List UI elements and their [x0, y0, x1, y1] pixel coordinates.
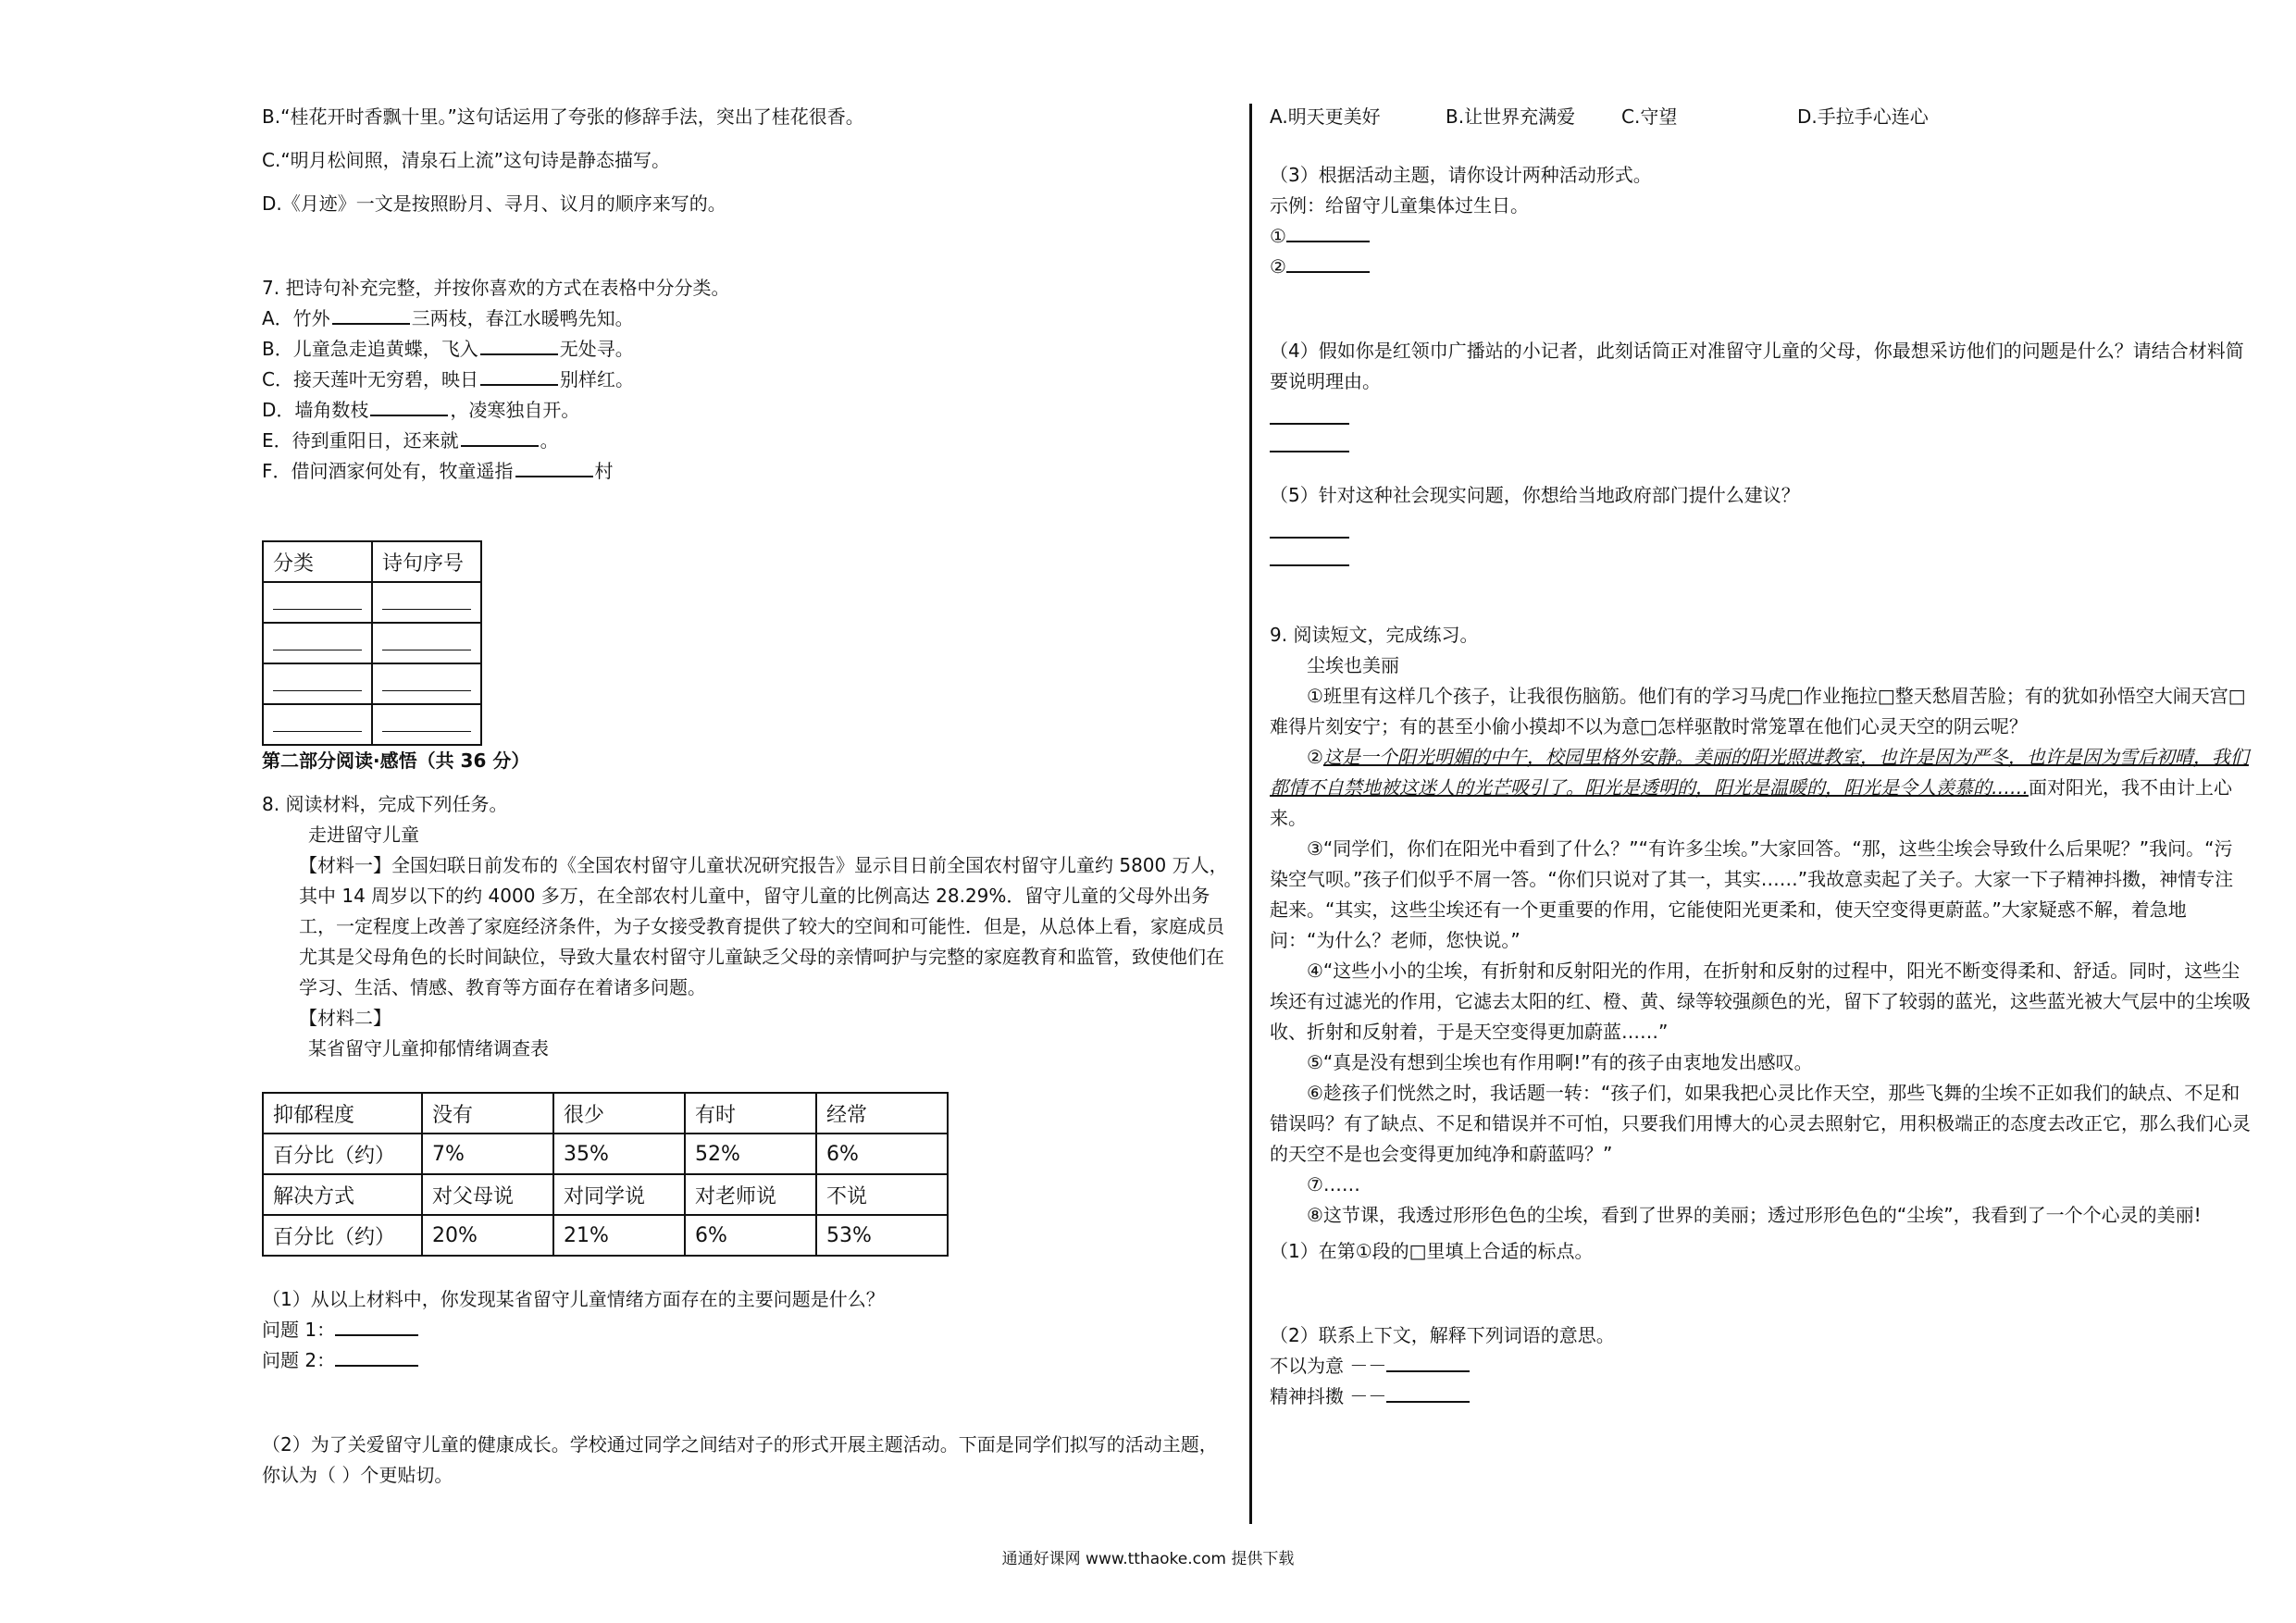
survey-cell: 很少 — [553, 1093, 685, 1134]
survey-cell: 有时 — [685, 1093, 816, 1134]
q7-item — [262, 334, 1229, 365]
q7-item — [262, 304, 1229, 334]
survey-cell: 53% — [816, 1215, 948, 1256]
q9-paragraph1: ①班里有这样几个孩子，让我很伤脑筋。他们有的学习马虎□作业拖拉□整天愁眉苦脸；有的犹如孙悟空大闹天宫□难得片刻安宁；有的甚至小偷小摸却不以为意□怎样驱散时常笼罩在他们心灵天空的阴云呢？ — [1270, 685, 2246, 737]
q8-4-question: （4）假如你是红领巾广播站的小记者，此刻话筒正对准留守儿童的父母，你最想采访他们的问题是什么？请结合材料简要说明理由。 — [1270, 340, 2244, 392]
material1-text: 全国妇联日前发布的《全国农村留守儿童状况研究报告》显示目日前全国农村留守儿童约 5800 万人，其中 14 周岁以下的约 4000 多万，在全部农村儿童中，留守儿童的比例高达 28.29%．留守儿童的父母外出务工，一定程度上改善了家庭经济条件，为子女接受教育提供了较大的空间和可能性．但是，从总体上看，家庭成员尤其是父母角色的长时间缺位，导致大量农村留守儿童缺乏父母的亲情呵护与完整的家庭教育和监管，致使他们在学习、生活、情感、教育等方面存在着诸多问题。 — [299, 854, 1228, 998]
survey-cell: 52% — [685, 1134, 816, 1174]
q9-stem: 9. 阅读短文，完成练习。 — [1270, 624, 1479, 646]
p2-underlined: 这是一个阳光明媚的中午，校园里格外安静。美丽的阳光照进教室，也许是因为严冬，也许是因为雪后初晴，我们都情不自禁地被这迷人的光芒吸引了。阳光是透明的，阳光是温暖的，阳光是令人羡慕的…… — [1270, 746, 2249, 799]
q7-item-text: ，凌寒独自开。 — [450, 399, 580, 421]
q7-items — [262, 304, 1229, 487]
q7-item-text: C．接天莲叶无穷碧，映日 — [262, 368, 478, 390]
option-d[interactable]: D.手拉手心连心 — [1797, 105, 1929, 128]
q8-3-item1 — [1270, 221, 2251, 252]
q7-table-cell[interactable] — [263, 582, 372, 623]
q8-3-item2 — [1270, 252, 2251, 282]
q9-1-question: （1）在第①段的□里填上合适的标点。 — [1270, 1240, 1594, 1262]
word2: 精神抖擞 －－ — [1270, 1385, 1387, 1407]
survey-row — [263, 1174, 948, 1215]
answer-line[interactable] — [1270, 397, 1349, 425]
survey-row — [263, 1134, 948, 1174]
survey-cell: 百分比（约） — [263, 1215, 422, 1256]
survey-cell: 抑郁程度 — [263, 1093, 422, 1134]
q7-table-cell[interactable] — [372, 663, 481, 704]
q7-item-text: A．竹外 — [262, 307, 330, 329]
survey-title: 某省留守儿童抑郁情绪调查表 — [308, 1037, 549, 1059]
survey-cell: 解决方式 — [263, 1174, 422, 1215]
survey-cell: 35% — [553, 1134, 685, 1174]
answer-blank[interactable] — [1286, 222, 1370, 242]
q7-item — [262, 426, 1229, 456]
q7-item-text: 别样红。 — [559, 368, 634, 390]
problem2-label: 问题 2： — [262, 1349, 336, 1371]
survey-cell: 不说 — [816, 1174, 948, 1215]
answer-line[interactable] — [1270, 511, 1349, 539]
q6-option-d: D.《月迹》一文是按照盼月、寻月、议月的顺序来写的。 — [262, 192, 726, 215]
q6-option-b: B.“桂花开时香飘十里。”这句话运用了夸张的修辞手法，突出了桂花很香。 — [262, 105, 864, 128]
section2-title: 第二部分阅读·感悟（共 36 分） — [262, 750, 530, 772]
option-b[interactable]: B.让世界充满爱 — [1446, 105, 1576, 128]
q7-table-cell[interactable] — [372, 623, 481, 663]
q8-stem: 8. 阅读材料，完成下列任务。 — [262, 793, 508, 815]
survey-cell: 经常 — [816, 1093, 948, 1134]
q9-paragraph6: ⑥趁孩子们恍然之时，我话题一转：“孩子们，如果我把心灵比作天空，那些飞舞的尘埃不正如我们的缺点、不足和错误吗？有了缺点、不足和错误并不可怕，只要我们用博大的心灵去照射它，用积极端正的态度去改正它，那么我们心灵的天空不是也会变得更加纯净和蔚蓝吗？” — [1270, 1082, 2251, 1165]
q7-table-header: 分类 — [263, 541, 372, 582]
option-a[interactable]: A.明天更美好 — [1270, 105, 1381, 128]
survey-cell: 对父母说 — [422, 1174, 553, 1215]
left-column — [262, 102, 1229, 1491]
answer-blank[interactable] — [1386, 1352, 1470, 1372]
survey-cell: 没有 — [422, 1093, 553, 1134]
q7-blank[interactable] — [480, 335, 558, 355]
q7-table-header: 诗句序号 — [372, 541, 481, 582]
q7-blank[interactable] — [461, 427, 539, 447]
survey-cell: 对老师说 — [685, 1174, 816, 1215]
survey-cell: 7% — [422, 1134, 553, 1174]
q9-paragraph4: ④“这些小小的尘埃，有折射和反射阳光的作用，在折射和反射的过程中，阳光不断变得柔和、舒适。同时，这些尘埃还有过滤光的作用，它滤去太阳的红、橙、黄、绿等较强颜色的光，留下了较弱的蓝光，这些蓝光被大气层中的尘埃吸收、折射和反射着，于是天空变得更加蔚蓝……” — [1270, 960, 2251, 1043]
q7-stem: 7. 把诗句补充完整，并按你喜欢的方式在表格中分分类。 — [262, 277, 730, 299]
q9-paragraph5: ⑤“真是没有想到尘埃也有作用啊!”有的孩子由衷地发出感叹。 — [1307, 1051, 1813, 1073]
q8-3-question: （3）根据活动主题，请你设计两种活动形式。 — [1270, 164, 1652, 186]
survey-cell: 6% — [816, 1134, 948, 1174]
answer-line[interactable] — [1270, 425, 1349, 452]
column-divider — [1249, 104, 1252, 1524]
q9-paragraph2 — [1270, 742, 2251, 834]
q8-material1 — [262, 850, 1229, 1003]
q8-2-options — [1270, 102, 2251, 132]
p2-rest: 面对阳光，我不由计上心来。 — [1270, 776, 2232, 829]
q8-3-example: 示例：给留守儿童集体过生日。 — [1270, 194, 1529, 217]
q7-blank[interactable] — [332, 304, 410, 325]
material2-label: 【材料二】 — [299, 1007, 391, 1029]
q7-table-cell[interactable] — [263, 663, 372, 704]
q9-2-word2 — [1270, 1381, 2251, 1412]
q7-item-text: F．借问酒家何处有，牧童遥指 — [262, 460, 514, 482]
answer-blank[interactable] — [1386, 1382, 1470, 1403]
q8-2-question: （2）为了关爱留守儿童的健康成长。学校通过同学之间结对子的形式开展主题活动。下面是同学们拟写的活动主题，你认为（ ）个更贴切。 — [262, 1433, 1218, 1486]
material1-label: 【材料一】 — [299, 854, 391, 876]
survey-table — [262, 1092, 949, 1257]
q7-item-text: 三两枝，春江水暖鸭先知。 — [411, 307, 634, 329]
item2-mark: ② — [1270, 255, 1286, 278]
q9-2-word1 — [1270, 1351, 2251, 1381]
answer-blank[interactable] — [1286, 253, 1370, 273]
q7-blank[interactable] — [515, 457, 593, 477]
survey-cell: 对同学说 — [553, 1174, 685, 1215]
q8-title: 走进留守儿童 — [308, 824, 419, 846]
q8-1-problem1 — [262, 1315, 1229, 1345]
p2-mark: ② — [1307, 746, 1323, 768]
footer-credit: 通通好课网 www.tthaoke.com 提供下载 — [1001, 1550, 1295, 1568]
q7-item-text: 。 — [540, 429, 559, 452]
q8-1-question: （1）从以上材料中，你发现某省留守儿童情绪方面存在的主要问题是什么？ — [262, 1288, 885, 1310]
answer-blank[interactable] — [335, 1316, 418, 1336]
word1: 不以为意 －－ — [1270, 1355, 1387, 1377]
answer-line[interactable] — [1270, 539, 1349, 566]
answer-blank[interactable] — [335, 1346, 418, 1367]
q9-2-question: （2）联系上下文，解释下列词语的意思。 — [1270, 1324, 1615, 1346]
q9-title: 尘埃也美丽 — [1307, 654, 1399, 676]
q7-item-text: 无处寻。 — [559, 338, 634, 360]
right-column — [1270, 102, 2251, 1412]
q8-1-problem2 — [262, 1345, 1229, 1376]
survey-cell: 6% — [685, 1215, 816, 1256]
q7-item — [262, 395, 1229, 426]
q7-table-cell[interactable] — [263, 623, 372, 663]
survey-cell: 百分比（约） — [263, 1134, 422, 1174]
q7-item-text: D．墙角数枝 — [262, 399, 369, 421]
problem1-label: 问题 1： — [262, 1319, 336, 1341]
survey-cell: 20% — [422, 1215, 553, 1256]
q7-table-cell[interactable] — [372, 704, 481, 745]
q9-paragraph7: ⑦…… — [1307, 1173, 1360, 1196]
q9-paragraph8: ⑧这节课，我透过形形色色的尘埃，看到了世界的美丽；透过形形色色的“尘埃”，我看到了一个个心灵的美丽! — [1307, 1204, 2202, 1226]
option-c[interactable]: C.守望 — [1621, 105, 1678, 128]
q7-item-text: B．儿童急走追黄蝶，飞入 — [262, 338, 478, 360]
q6-option-c: C.“明月松间照，清泉石上流”这句诗是静态描写。 — [262, 149, 671, 171]
q7-table-cell[interactable] — [372, 582, 481, 623]
q7-table-cell[interactable] — [263, 704, 372, 745]
q8-5-question: （5）针对这种社会现实问题，你想给当地政府部门提什么建议？ — [1270, 484, 1800, 506]
q7-blank[interactable] — [480, 365, 558, 386]
q7-item-text: E．待到重阳日，还来就 — [262, 429, 459, 452]
q7-table — [262, 540, 482, 746]
item1-mark: ① — [1270, 225, 1286, 247]
q9-paragraph3: ③“同学们，你们在阳光中看到了什么？”“有许多尘埃。”大家回答。“那，这些尘埃会导致什么后果呢？”我问。“污染空气呗。”孩子们似乎不屑一答。“你们只说对了其一，其实……”我故意卖起了关子。大家一下子精神抖擞，神情专注起来。“其实，这些尘埃还有一个更重要的作用，它能使阳光更柔和，使天空变得更蔚蓝。”大家疑惑不解，着急地问：“为什么？老师，您快说。” — [1270, 837, 2234, 951]
survey-cell: 21% — [553, 1215, 685, 1256]
survey-row — [263, 1093, 948, 1134]
q7-item — [262, 456, 1229, 487]
q7-item-text: 村 — [594, 460, 614, 482]
q7-item — [262, 365, 1229, 395]
q7-blank[interactable] — [370, 396, 448, 416]
survey-row — [263, 1215, 948, 1256]
